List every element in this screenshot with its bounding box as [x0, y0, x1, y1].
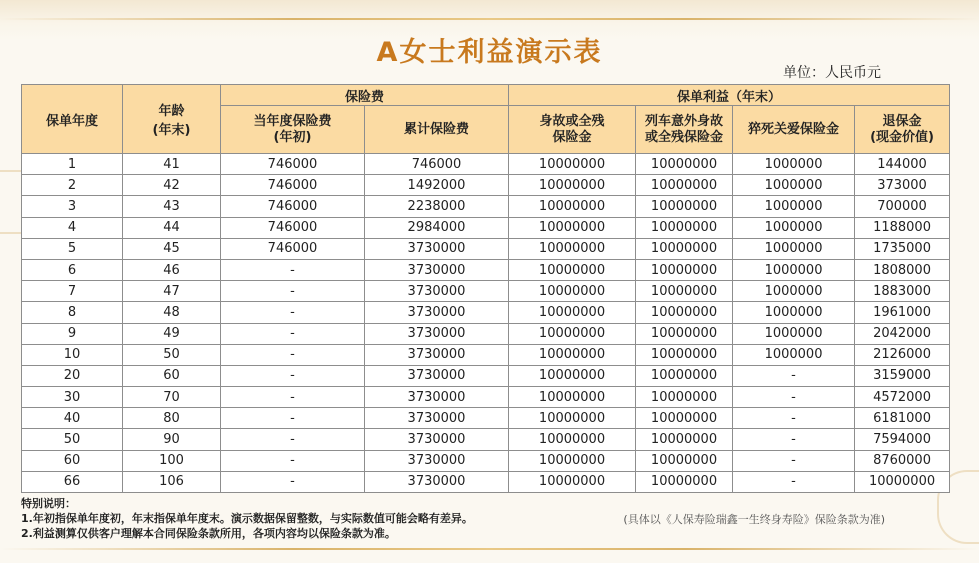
- cell-train-accident-benefit: 10000000: [636, 259, 733, 280]
- cell-age: 48: [123, 302, 221, 323]
- cell-cumulative-premium: 2238000: [365, 196, 509, 217]
- header-benefit-group: 保单利益（年末）: [509, 85, 950, 106]
- cell-surrender-value: 1735000: [855, 238, 950, 259]
- table-row: [22, 238, 950, 259]
- table-row: [22, 387, 950, 408]
- cell-cumulative-premium: 3730000: [365, 408, 509, 429]
- cell-annual-premium: 746000: [221, 154, 365, 175]
- header-death-benefit: [509, 106, 636, 154]
- policy-terms-disclaimer: (具体以《人保寿险瑞鑫一生终身寿险》保险条款为准): [623, 513, 885, 526]
- header-death-line1: 身故或全残: [539, 113, 605, 129]
- cell-surrender-value: 6181000: [855, 408, 950, 429]
- cell-annual-premium: 746000: [221, 238, 365, 259]
- table-body: [22, 154, 950, 493]
- cell-cumulative-premium: 1492000: [365, 175, 509, 196]
- cell-annual-premium: 746000: [221, 196, 365, 217]
- cell-annual-premium: -: [221, 344, 365, 365]
- cell-age: 100: [123, 450, 221, 471]
- cell-death-benefit: 10000000: [509, 429, 636, 450]
- cell-death-benefit: 10000000: [509, 259, 636, 280]
- cell-policy-year: 66: [22, 471, 123, 492]
- cell-train-accident-benefit: 10000000: [636, 365, 733, 386]
- header-surrender-line1: 退保金: [882, 113, 922, 129]
- gold-divider-bottom: [0, 548, 979, 550]
- cell-cumulative-premium: 3730000: [365, 471, 509, 492]
- header-annual-premium-line1: 当年度保险费: [253, 113, 332, 129]
- cell-death-benefit: 10000000: [509, 344, 636, 365]
- cell-surrender-value: 4572000: [855, 387, 950, 408]
- cell-policy-year: 40: [22, 408, 123, 429]
- cell-policy-year: 8: [22, 302, 123, 323]
- cell-age: 50: [123, 344, 221, 365]
- cell-sudden-death-benefit: -: [733, 408, 855, 429]
- cell-death-benefit: 10000000: [509, 302, 636, 323]
- cell-cumulative-premium: 3730000: [365, 323, 509, 344]
- cell-policy-year: 30: [22, 387, 123, 408]
- cell-surrender-value: 373000: [855, 175, 950, 196]
- cell-surrender-value: 2042000: [855, 323, 950, 344]
- cell-sudden-death-benefit: 1000000: [733, 259, 855, 280]
- cell-policy-year: 5: [22, 238, 123, 259]
- page-title: A女士利益演示表: [376, 37, 603, 68]
- table-row: [22, 323, 950, 344]
- header-policy-year: 保单年度: [22, 85, 123, 154]
- cell-policy-year: 7: [22, 281, 123, 302]
- header-age: [123, 85, 221, 154]
- table-row: [22, 344, 950, 365]
- cell-train-accident-benefit: 10000000: [636, 450, 733, 471]
- cell-surrender-value: 3159000: [855, 365, 950, 386]
- cell-cumulative-premium: 746000: [365, 154, 509, 175]
- cell-policy-year: 4: [22, 217, 123, 238]
- gold-divider-top: [0, 18, 979, 20]
- cell-train-accident-benefit: 10000000: [636, 344, 733, 365]
- cell-annual-premium: -: [221, 450, 365, 471]
- currency-unit-label: 单位：人民币元: [783, 65, 881, 81]
- cell-death-benefit: 10000000: [509, 323, 636, 344]
- cell-surrender-value: 1961000: [855, 302, 950, 323]
- cell-annual-premium: -: [221, 471, 365, 492]
- header-premium-group: 保险费: [221, 85, 509, 106]
- cell-cumulative-premium: 3730000: [365, 429, 509, 450]
- table-header-row-1: [22, 85, 950, 106]
- table-row: [22, 302, 950, 323]
- cell-death-benefit: 10000000: [509, 217, 636, 238]
- table-row: [22, 429, 950, 450]
- header-cumulative-premium: 累计保险费: [365, 106, 509, 154]
- cell-age: 60: [123, 365, 221, 386]
- table-row: [22, 281, 950, 302]
- cell-train-accident-benefit: 10000000: [636, 387, 733, 408]
- cell-age: 70: [123, 387, 221, 408]
- cell-sudden-death-benefit: -: [733, 471, 855, 492]
- cell-annual-premium: 746000: [221, 175, 365, 196]
- cell-train-accident-benefit: 10000000: [636, 281, 733, 302]
- cell-policy-year: 50: [22, 429, 123, 450]
- cell-sudden-death-benefit: -: [733, 387, 855, 408]
- table-row: [22, 450, 950, 471]
- notes-heading: 特别说明：: [21, 497, 76, 510]
- cell-train-accident-benefit: 10000000: [636, 323, 733, 344]
- cell-policy-year: 1: [22, 154, 123, 175]
- cell-sudden-death-benefit: 1000000: [733, 323, 855, 344]
- cell-policy-year: 3: [22, 196, 123, 217]
- cell-train-accident-benefit: 10000000: [636, 238, 733, 259]
- header-surrender-line2: (现金价值): [870, 129, 934, 145]
- cell-train-accident-benefit: 10000000: [636, 217, 733, 238]
- cell-annual-premium: -: [221, 429, 365, 450]
- table-row: [22, 471, 950, 492]
- cell-death-benefit: 10000000: [509, 471, 636, 492]
- header-train-line2: 或全残保险金: [645, 129, 724, 145]
- cell-age: 42: [123, 175, 221, 196]
- table-row: [22, 154, 950, 175]
- cell-annual-premium: -: [221, 259, 365, 280]
- notes-line-2: 2.利益测算仅供客户理解本合同保险条款所用，各项内容均以保险条款为准。: [21, 527, 396, 540]
- cell-train-accident-benefit: 10000000: [636, 175, 733, 196]
- special-notes: [21, 496, 473, 541]
- cell-surrender-value: 10000000: [855, 471, 950, 492]
- cell-cumulative-premium: 3730000: [365, 387, 509, 408]
- notes-line-1: 1.年初指保单年度初，年末指保单年度末。演示数据保留整数，与实际数值可能会略有差异。: [21, 512, 473, 525]
- cell-cumulative-premium: 3730000: [365, 344, 509, 365]
- cell-annual-premium: -: [221, 323, 365, 344]
- cell-age: 90: [123, 429, 221, 450]
- cell-annual-premium: 746000: [221, 217, 365, 238]
- cell-policy-year: 20: [22, 365, 123, 386]
- cell-surrender-value: 8760000: [855, 450, 950, 471]
- cell-age: 106: [123, 471, 221, 492]
- header-age-line1: 年龄: [158, 104, 185, 119]
- cell-sudden-death-benefit: 1000000: [733, 302, 855, 323]
- header-surrender-value: [855, 106, 950, 154]
- cell-train-accident-benefit: 10000000: [636, 154, 733, 175]
- cell-cumulative-premium: 3730000: [365, 450, 509, 471]
- cell-sudden-death-benefit: -: [733, 429, 855, 450]
- cell-annual-premium: -: [221, 387, 365, 408]
- cell-cumulative-premium: 3730000: [365, 281, 509, 302]
- table-row: [22, 196, 950, 217]
- table-row: [22, 259, 950, 280]
- header-death-line2: 保险金: [552, 129, 592, 145]
- header-annual-premium-line2: (年初): [273, 129, 312, 145]
- cell-surrender-value: 700000: [855, 196, 950, 217]
- cell-surrender-value: 144000: [855, 154, 950, 175]
- cell-age: 46: [123, 259, 221, 280]
- cell-policy-year: 2: [22, 175, 123, 196]
- cell-age: 80: [123, 408, 221, 429]
- cell-annual-premium: -: [221, 365, 365, 386]
- cell-age: 47: [123, 281, 221, 302]
- cell-policy-year: 9: [22, 323, 123, 344]
- cell-sudden-death-benefit: 1000000: [733, 154, 855, 175]
- table-row: [22, 365, 950, 386]
- cell-death-benefit: 10000000: [509, 196, 636, 217]
- cell-train-accident-benefit: 10000000: [636, 196, 733, 217]
- header-train-accident-benefit: [636, 106, 733, 154]
- cell-cumulative-premium: 3730000: [365, 302, 509, 323]
- table-row: [22, 408, 950, 429]
- cell-sudden-death-benefit: 1000000: [733, 344, 855, 365]
- table-row: [22, 175, 950, 196]
- cell-sudden-death-benefit: -: [733, 365, 855, 386]
- cell-annual-premium: -: [221, 408, 365, 429]
- cell-age: 44: [123, 217, 221, 238]
- cell-cumulative-premium: 3730000: [365, 365, 509, 386]
- header-age-line2: (年末): [152, 123, 191, 138]
- benefit-illustration-table: [21, 84, 950, 493]
- cell-death-benefit: 10000000: [509, 365, 636, 386]
- cell-surrender-value: 2126000: [855, 344, 950, 365]
- cell-policy-year: 60: [22, 450, 123, 471]
- cell-death-benefit: 10000000: [509, 450, 636, 471]
- cell-surrender-value: 1188000: [855, 217, 950, 238]
- cell-train-accident-benefit: 10000000: [636, 471, 733, 492]
- cell-policy-year: 10: [22, 344, 123, 365]
- cell-train-accident-benefit: 10000000: [636, 429, 733, 450]
- table-row: [22, 217, 950, 238]
- cell-train-accident-benefit: 10000000: [636, 408, 733, 429]
- cell-surrender-value: 1883000: [855, 281, 950, 302]
- cell-cumulative-premium: 2984000: [365, 217, 509, 238]
- cell-sudden-death-benefit: 1000000: [733, 238, 855, 259]
- cell-surrender-value: 1808000: [855, 259, 950, 280]
- header-sudden-death-benefit: 猝死关爱保险金: [733, 106, 855, 154]
- cell-cumulative-premium: 3730000: [365, 259, 509, 280]
- cell-sudden-death-benefit: 1000000: [733, 217, 855, 238]
- cell-death-benefit: 10000000: [509, 238, 636, 259]
- cell-age: 49: [123, 323, 221, 344]
- cell-death-benefit: 10000000: [509, 408, 636, 429]
- cell-death-benefit: 10000000: [509, 387, 636, 408]
- cell-sudden-death-benefit: -: [733, 450, 855, 471]
- header-annual-premium: [221, 106, 365, 154]
- cell-age: 45: [123, 238, 221, 259]
- cell-death-benefit: 10000000: [509, 175, 636, 196]
- cell-sudden-death-benefit: 1000000: [733, 196, 855, 217]
- cell-cumulative-premium: 3730000: [365, 238, 509, 259]
- cell-sudden-death-benefit: 1000000: [733, 175, 855, 196]
- cell-train-accident-benefit: 10000000: [636, 302, 733, 323]
- cell-death-benefit: 10000000: [509, 281, 636, 302]
- cell-annual-premium: -: [221, 281, 365, 302]
- cell-policy-year: 6: [22, 259, 123, 280]
- cell-age: 41: [123, 154, 221, 175]
- cell-age: 43: [123, 196, 221, 217]
- cell-sudden-death-benefit: 1000000: [733, 281, 855, 302]
- header-train-line1: 列车意外身故: [645, 113, 724, 129]
- cell-annual-premium: -: [221, 302, 365, 323]
- cell-death-benefit: 10000000: [509, 154, 636, 175]
- cell-surrender-value: 7594000: [855, 429, 950, 450]
